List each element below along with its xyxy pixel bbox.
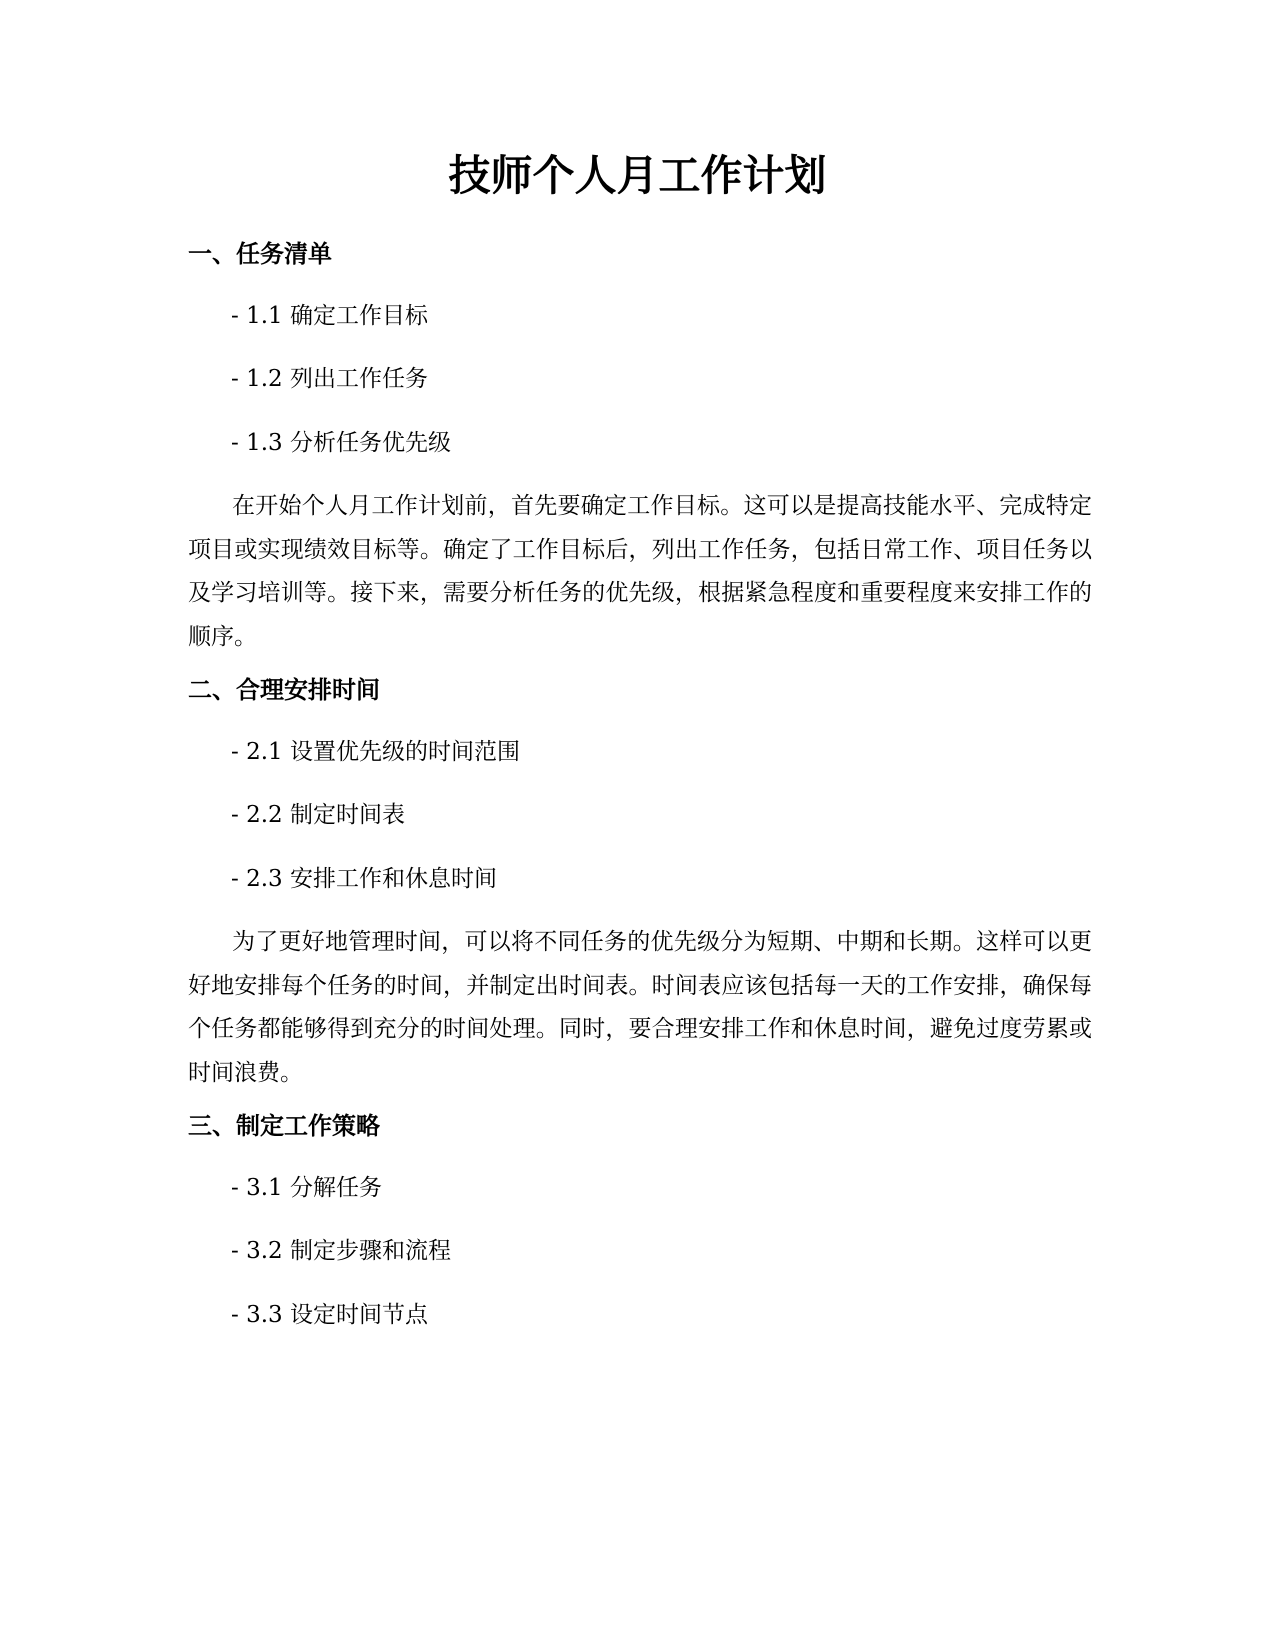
document-title: 技师个人月工作计划 — [448, 151, 827, 200]
list-item: - 2.1 设置优先级的时间范围 — [231, 739, 520, 765]
list-item: - 2.2 制定时间表 — [231, 802, 405, 828]
list-item: - 1.3 分析任务优先级 — [231, 430, 451, 456]
list-item: - 1.1 确定工作目标 — [231, 303, 428, 329]
list-item: - 3.3 设定时间节点 — [231, 1302, 428, 1328]
list-item: - 3.1 分解任务 — [231, 1175, 382, 1201]
section-heading-strategy: 三、制定工作策略 — [188, 1112, 380, 1140]
section-heading-tasks: 一、任务清单 — [188, 240, 332, 268]
section-heading-time: 二、合理安排时间 — [188, 676, 380, 704]
list-item: - 1.2 列出工作任务 — [231, 366, 428, 392]
list-item: - 2.3 安排工作和休息时间 — [231, 866, 497, 892]
section-paragraph: 为了更好地管理时间，可以将不同任务的优先级分为短期、中期和长期。这样可以更好地安排每个任务的时间，并制定出时间表。时间表应该包括每一天的工作安排，确保每个任务都能够得到充分的时间处理。同时，要合理安排工作和休息时间，避免过度劳累或时间浪费。 — [188, 929, 1092, 1086]
section-paragraph: 在开始个人月工作计划前，首先要确定工作目标。这可以是提高技能水平、完成特定项目或实现绩效目标等。确定了工作目标后，列出工作任务，包括日常工作、项目任务以及学习培训等。接下来，需要分析任务的优先级，根据紧急程度和重要程度来安排工作的顺序。 — [188, 493, 1092, 650]
list-item: - 3.2 制定步骤和流程 — [231, 1238, 451, 1264]
